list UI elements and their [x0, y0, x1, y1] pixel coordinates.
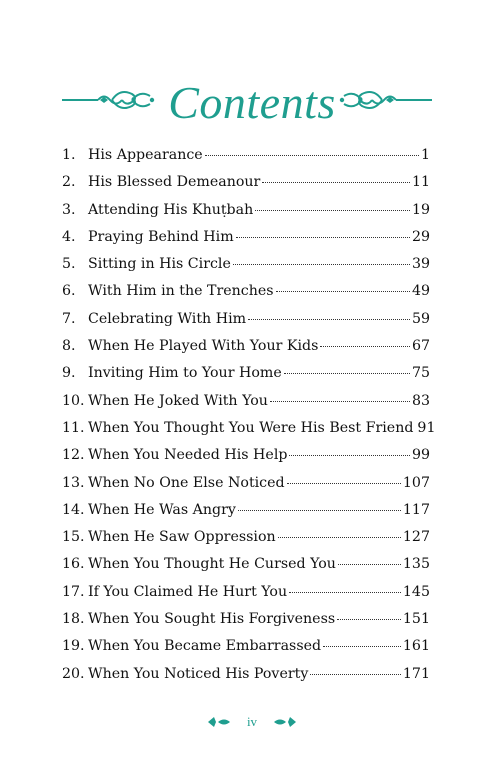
toc-entry-number: 20.	[62, 665, 85, 682]
dot-leader	[287, 483, 401, 484]
toc-entry-title[interactable]: When He Was Angry	[88, 501, 236, 518]
toc-entry-number: 13.	[62, 474, 85, 491]
dot-leader	[262, 182, 410, 183]
toc-entry-number: 1.	[62, 147, 76, 163]
toc-entry-number: 15.	[62, 529, 85, 546]
dot-leader	[289, 592, 401, 593]
toc-entry[interactable]	[62, 551, 430, 578]
toc-entry-title[interactable]: Praying Behind Him	[88, 228, 234, 245]
dot-leader	[248, 319, 410, 320]
toc-entry[interactable]	[62, 142, 430, 169]
toc-entry-title[interactable]: When You Became Embarrassed	[88, 638, 322, 655]
dot-leader	[255, 210, 410, 211]
dot-leader	[238, 510, 401, 511]
toc-entry[interactable]	[62, 524, 430, 551]
dot-leader	[270, 401, 410, 402]
toc-entry-page: 171	[402, 665, 430, 682]
toc-entry-title[interactable]: When You Thought He Cursed You	[88, 556, 336, 573]
toc-entry-page: 59	[411, 310, 430, 327]
toc-entry-page: 11	[411, 174, 430, 191]
toc-entry[interactable]	[62, 661, 430, 688]
table-of-contents	[62, 142, 436, 688]
toc-entry-title[interactable]: Celebrating With Him	[88, 310, 247, 327]
toc-entry-page: 99	[411, 447, 430, 464]
page-title: Contents	[168, 77, 336, 128]
toc-entry[interactable]	[62, 442, 430, 469]
toc-entry[interactable]	[62, 333, 430, 360]
toc-entry[interactable]	[62, 197, 430, 224]
dot-leader	[233, 264, 410, 265]
toc-entry-number: 10.	[62, 392, 85, 409]
toc-entry-page: 107	[402, 474, 430, 491]
toc-entry-number: 18.	[62, 611, 85, 628]
toc-entry-title[interactable]: His Blessed Demeanour	[88, 174, 261, 191]
toc-entry-page: 39	[411, 256, 430, 273]
dot-leader	[323, 646, 401, 647]
toc-entry-page: 127	[402, 529, 430, 546]
toc-entry-title[interactable]: When He Played With Your Kids	[88, 338, 319, 355]
toc-entry-page: 67	[411, 338, 430, 355]
toc-entry-page: 75	[411, 365, 430, 382]
toc-entry-title[interactable]: When You Needed His Help	[88, 447, 288, 464]
dot-leader	[278, 537, 401, 538]
toc-entry[interactable]	[62, 388, 430, 415]
toc-entry-title[interactable]: When No One Else Noticed	[88, 474, 285, 491]
toc-entry[interactable]	[62, 278, 430, 305]
toc-entry-title[interactable]: When He Joked With You	[88, 392, 268, 409]
toc-entry[interactable]	[62, 470, 430, 497]
toc-entry-number: 14.	[62, 501, 85, 518]
dot-leader	[236, 237, 410, 238]
toc-entry-title[interactable]: Attending His Khuṭbah	[88, 201, 254, 218]
toc-entry[interactable]	[62, 224, 430, 251]
toc-entry-title[interactable]: His Appearance	[88, 147, 203, 163]
toc-entry-number: 2.	[62, 174, 76, 191]
toc-entry-title[interactable]: If You Claimed He Hurt You	[88, 583, 288, 600]
toc-entry-page: 19	[411, 201, 430, 218]
toc-entry[interactable]	[62, 306, 430, 333]
toc-entry-number: 8.	[62, 338, 76, 355]
toc-entry-page: 83	[411, 392, 430, 409]
dot-leader	[337, 619, 401, 620]
toc-entry[interactable]	[62, 251, 430, 278]
toc-entry-title[interactable]: Inviting Him to Your Home	[88, 365, 282, 382]
toc-entry-number: 3.	[62, 201, 76, 218]
toc-entry-number: 11.	[62, 419, 85, 436]
toc-entry-page: 135	[402, 556, 430, 573]
toc-entry-page: 145	[402, 583, 430, 600]
dot-leader	[320, 346, 410, 347]
dot-leader	[310, 674, 401, 675]
page-number: iv	[246, 714, 258, 729]
toc-entry-page: 161	[402, 638, 430, 655]
toc-entry-title[interactable]: Sitting in His Circle	[88, 256, 231, 273]
toc-entry-title[interactable]: When You Thought You Were His Best Friend	[88, 419, 414, 436]
toc-entry-title[interactable]: When You Noticed His Poverty	[88, 665, 309, 682]
toc-entry-page: 91	[417, 419, 436, 436]
toc-entry-number: 19.	[62, 638, 85, 655]
toc-entry-number: 7.	[62, 310, 76, 327]
toc-entry-number: 12.	[62, 447, 85, 464]
toc-entry-title[interactable]: When He Saw Oppression	[88, 529, 276, 546]
dot-leader	[289, 455, 409, 456]
toc-entry-number: 17.	[62, 583, 85, 600]
toc-entry-number: 16.	[62, 556, 85, 573]
toc-entry[interactable]	[62, 579, 430, 606]
toc-entry-page: 49	[411, 283, 430, 300]
toc-entry[interactable]	[62, 169, 430, 196]
toc-entry-page: 29	[411, 228, 430, 245]
dot-leader	[284, 373, 410, 374]
dot-leader	[338, 564, 401, 565]
toc-entry[interactable]	[62, 633, 430, 660]
dot-leader	[276, 291, 410, 292]
toc-entry-title[interactable]: When You Sought His Forgiveness	[88, 611, 336, 628]
toc-entry-number: 6.	[62, 283, 76, 300]
dot-leader	[205, 155, 419, 156]
toc-entry-number: 9.	[62, 365, 76, 382]
toc-entry[interactable]	[62, 497, 430, 524]
toc-entry[interactable]	[62, 415, 436, 442]
toc-entry[interactable]	[62, 606, 430, 633]
toc-entry-number: 4.	[62, 228, 76, 245]
toc-entry-number: 5.	[62, 256, 76, 273]
toc-entry[interactable]	[62, 360, 430, 387]
toc-entry-page: 1	[420, 147, 430, 163]
toc-entry-page: 151	[402, 611, 430, 628]
toc-entry-title[interactable]: With Him in the Trenches	[88, 283, 274, 300]
toc-entry-page: 117	[402, 501, 430, 518]
